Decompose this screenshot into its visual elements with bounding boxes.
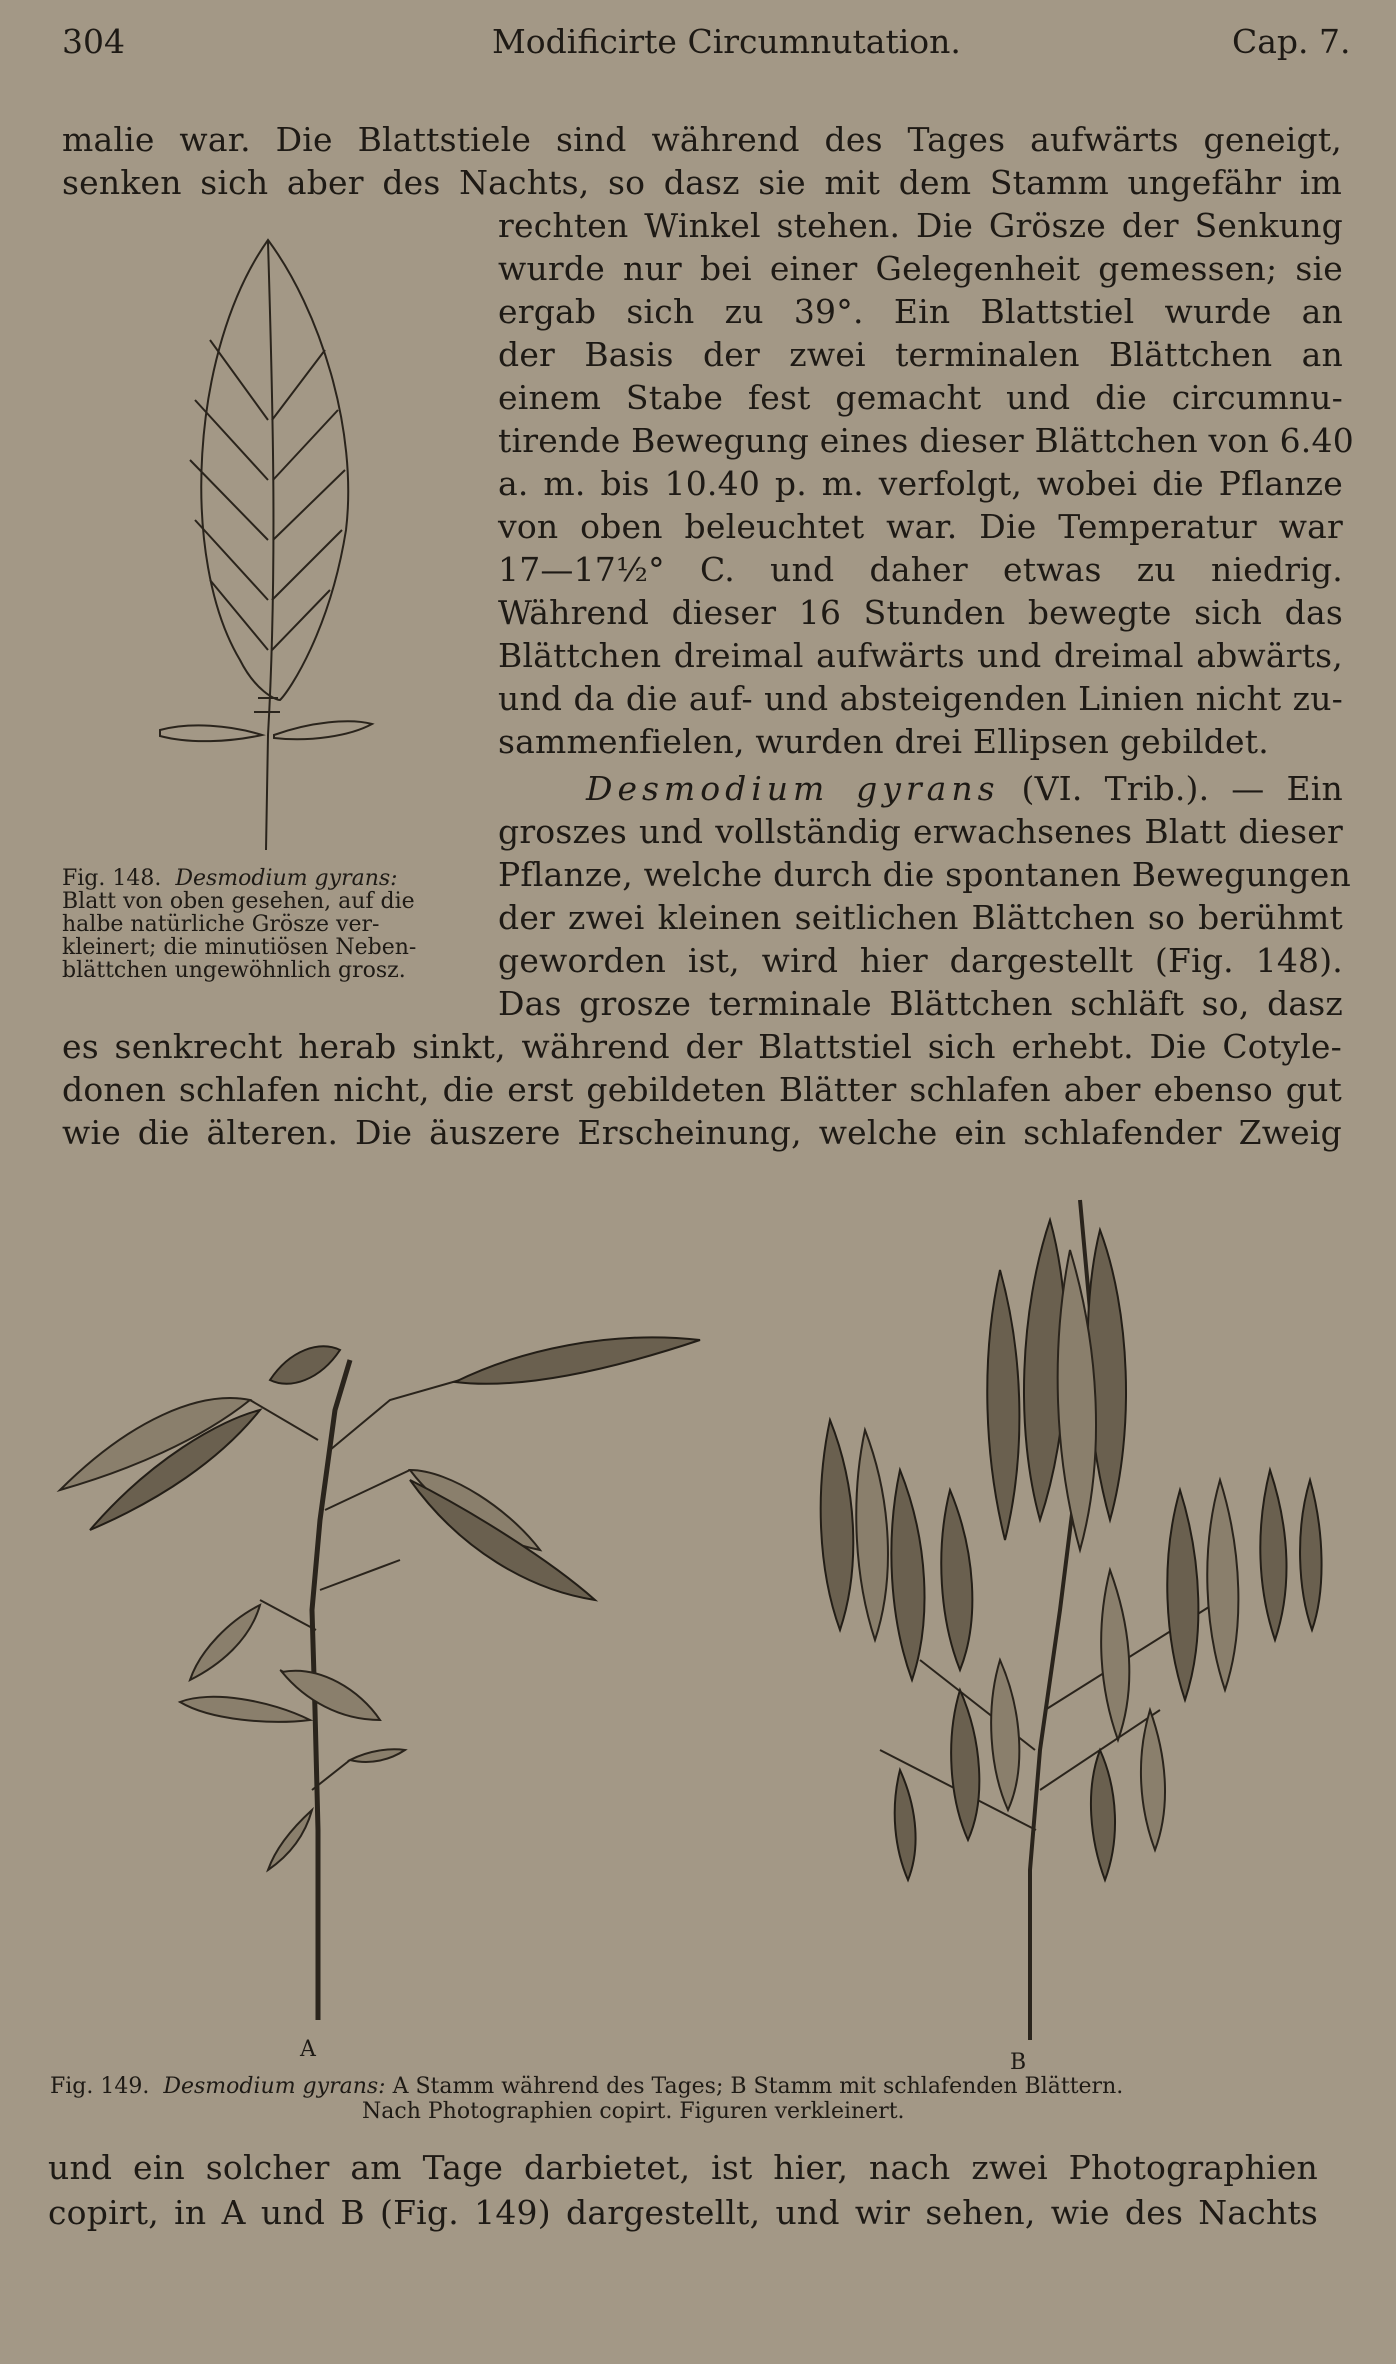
chapter-label: Cap. 7. <box>1232 22 1351 61</box>
text-line: 17—17½° C. und daher etwas zu niedrig. <box>498 550 1343 589</box>
text-line: und ein solcher am Tage darbietet, ist hier, nach zwei Photographien <box>48 2148 1318 2187</box>
running-title: Modificirte Circumnutation. <box>492 22 961 61</box>
fig148-caption-line1 <box>62 868 398 890</box>
page-number: 304 <box>62 22 125 61</box>
text-line: der zwei kleinen seitlichen Blättchen so berühmt <box>498 898 1343 937</box>
text-line: groszes und vollständig erwachsenes Blatt dieser <box>498 812 1343 851</box>
fig148-species: Desmodium gyrans: <box>175 866 398 891</box>
text-line: Während dieser 16 Stunden bewegte sich das <box>498 593 1343 632</box>
fig148-caption-line: blättchen ungewöhnlich grosz. <box>62 958 406 983</box>
fig149-species: Desmodium gyrans: <box>163 2074 386 2099</box>
text-line: Blättchen dreimal aufwärts und dreimal abwärts, <box>498 636 1343 675</box>
text-line: donen schlafen nicht, die erst gebildeten Blätter schlafen aber ebenso gut <box>62 1070 1342 1109</box>
text-line: copirt, in A und B (Fig. 149) dargestellt, und wir sehen, wie des Nachts <box>48 2193 1318 2232</box>
fig149-a-stem-day-illustration <box>50 1270 710 2030</box>
text-line: a. m. bis 10.40 p. m. verfolgt, wobei die Pflanze <box>498 464 1343 503</box>
fig149-caption-line2: Nach Photographien copirt. Figuren verkleinert. <box>362 2099 905 2124</box>
text-line: von oben beleuchtet war. Die Temperatur war <box>498 507 1343 546</box>
text-line: und da die auf- und absteigenden Linien nicht zu- <box>498 679 1343 718</box>
species-name: Desmodium gyrans <box>586 769 1000 808</box>
fig148-caption-line: Blatt von oben gesehen, auf die <box>62 889 415 914</box>
fig149-label-a: A <box>300 2037 316 2062</box>
text-line: ergab sich zu 39°. Ein Blattstiel wurde an <box>498 292 1343 331</box>
text-line: wie die älteren. Die äuszere Erscheinung, welche ein schlafender Zweig <box>62 1113 1342 1152</box>
fig148-caption-line: halbe natürliche Grösze ver- <box>62 912 380 937</box>
text-line: senken sich aber des Nachts, so dasz sie mit dem Stamm ungefähr im <box>62 163 1342 202</box>
fig149-label: Fig. 149. <box>50 2074 150 2099</box>
text-line: sammenfielen, wurden drei Ellipsen gebildet. <box>498 722 1269 761</box>
text-line: Pflanze, welche durch die spontanen Bewegungen <box>498 855 1351 894</box>
fig149-caption-text: A Stamm während des Tages; B Stamm mit schlafenden Blättern. <box>392 2074 1124 2099</box>
fig149-label-b: B <box>1010 2050 1027 2075</box>
fig148-caption-line: kleinert; die minutiösen Neben- <box>62 935 417 960</box>
text-line: malie war. Die Blattstiele sind während des Tages aufwärts geneigt, <box>62 120 1342 159</box>
text-line: geworden ist, wird hier dargestellt (Fig. 148). <box>498 941 1343 980</box>
species-line <box>586 769 1343 809</box>
species-line-rest: (VI. Trib.). — Ein <box>999 769 1343 808</box>
text-line: wurde nur bei einer Gelegenheit gemessen; sie <box>498 249 1343 288</box>
fig149-caption-line1 <box>50 2076 1123 2098</box>
text-line: tirende Bewegung eines dieser Blättchen von 6.40 <box>498 421 1354 460</box>
text-line: einem Stabe fest gemacht und die circumnu- <box>498 378 1343 417</box>
text-line: es senkrecht herab sinkt, während der Blattstiel sich erhebt. Die Cotyle- <box>62 1027 1342 1066</box>
fig149-b-stem-night-illustration <box>800 1190 1340 2050</box>
fig148-label: Fig. 148. <box>62 866 162 891</box>
text-line: Das grosze terminale Blättchen schläft so, dasz <box>498 984 1343 1023</box>
text-line: rechten Winkel stehen. Die Grösze der Senkung <box>498 206 1343 245</box>
fig148-leaf-illustration <box>150 230 390 860</box>
text-line: der Basis der zwei terminalen Blättchen an <box>498 335 1343 374</box>
